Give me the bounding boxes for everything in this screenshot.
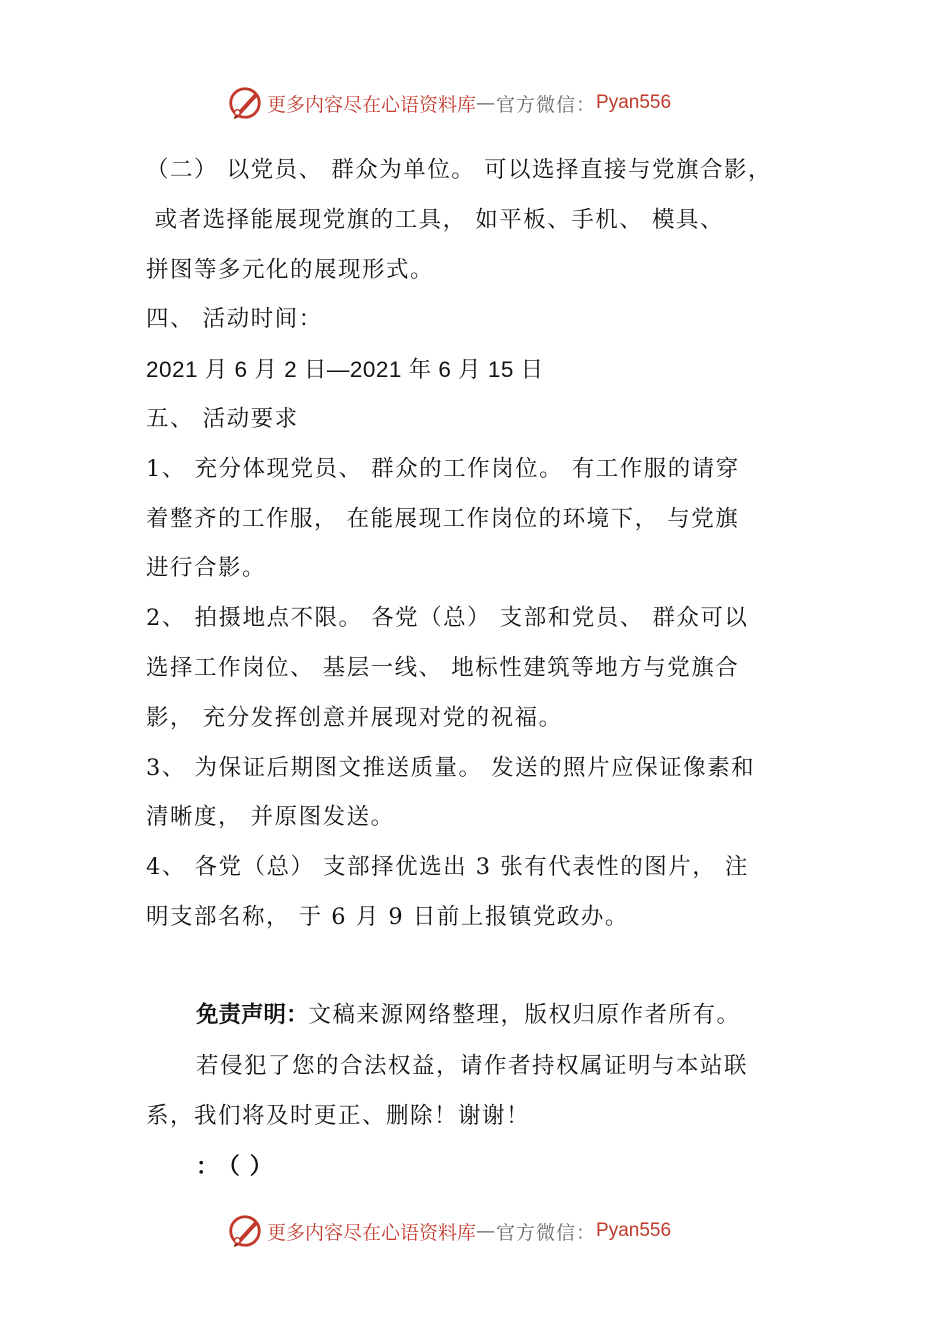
body-line: 选择工作岗位、 基层一线、 地标性建筑等地方与党旗合 [146, 654, 740, 681]
body-line: 明支部名称， 于 6 月 9 日前上报镇党政办。 [146, 903, 629, 930]
banner-official-label: 官方微信： [496, 93, 597, 116]
banner-dash: — [476, 92, 497, 114]
disclaimer-empty-line: ：（） [196, 1153, 283, 1180]
header-banner [226, 83, 746, 123]
pen-logo-icon [226, 84, 264, 122]
banner-main-text: 更多内容尽在心语资料库 [267, 1221, 477, 1244]
disclaimer-text: 文稿来源网络整理，版权归原作者所有。 [308, 1002, 741, 1028]
body-line: 2、 拍摄地点不限。 各党（总） 支部和党员、 群众可以 [146, 605, 749, 632]
body-line: 拼图等多元化的展现形式。 [146, 256, 435, 283]
activity-date-range: 2021 月 6 月 2 日—2021 年 6 月 15 日 [146, 357, 544, 383]
disclaimer-line [146, 990, 816, 1041]
footer-banner [226, 1211, 746, 1251]
banner-main-text: 更多内容尽在心语资料库 [267, 93, 477, 116]
banner-wechat-id: Pyan556 [596, 1220, 672, 1241]
disclaimer-line: 若侵犯了您的合法权益，请作者持权属证明与本站联 [196, 1052, 749, 1079]
body-line: 进行合影。 [146, 555, 267, 582]
document-body [146, 146, 816, 943]
body-line: 1、 充分体现党员、 群众的工作岗位。 有工作服的请穿 [146, 455, 740, 482]
body-line: 影， 充分发挥创意并展现对党的祝福。 [146, 704, 563, 731]
body-line: （二） 以党员、 群众为单位。 可以选择直接与党旗合影， [146, 157, 772, 183]
section-heading-requirements: 五、 活动要求 [146, 405, 299, 432]
disclaimer-line: 系，我们将及时更正、删除！谢谢！ [146, 1103, 531, 1129]
body-line: 3、 为保证后期图文推送质量。 发送的照片应保证像素和 [146, 754, 756, 781]
disclaimer-block [146, 990, 816, 1192]
banner-wechat-id: Pyan556 [596, 92, 672, 113]
banner-dash: — [476, 1220, 497, 1242]
body-line: 着整齐的工作服， 在能展现工作岗位的环境下， 与党旗 [146, 505, 740, 532]
banner-official-label: 官方微信： [496, 1221, 597, 1244]
pen-logo-icon [226, 1212, 264, 1250]
body-line: 或者选择能展现党旗的工具， 如平板、手机、 模具、 [146, 206, 724, 233]
body-line: 4、 各党（总） 支部择优选出 3 张有代表性的图片， 注 [146, 854, 749, 881]
disclaimer-label: 免责声明： [196, 1002, 309, 1028]
body-line: 清晰度， 并原图发送。 [146, 804, 395, 831]
section-heading-time: 四、 活动时间： [146, 306, 323, 333]
